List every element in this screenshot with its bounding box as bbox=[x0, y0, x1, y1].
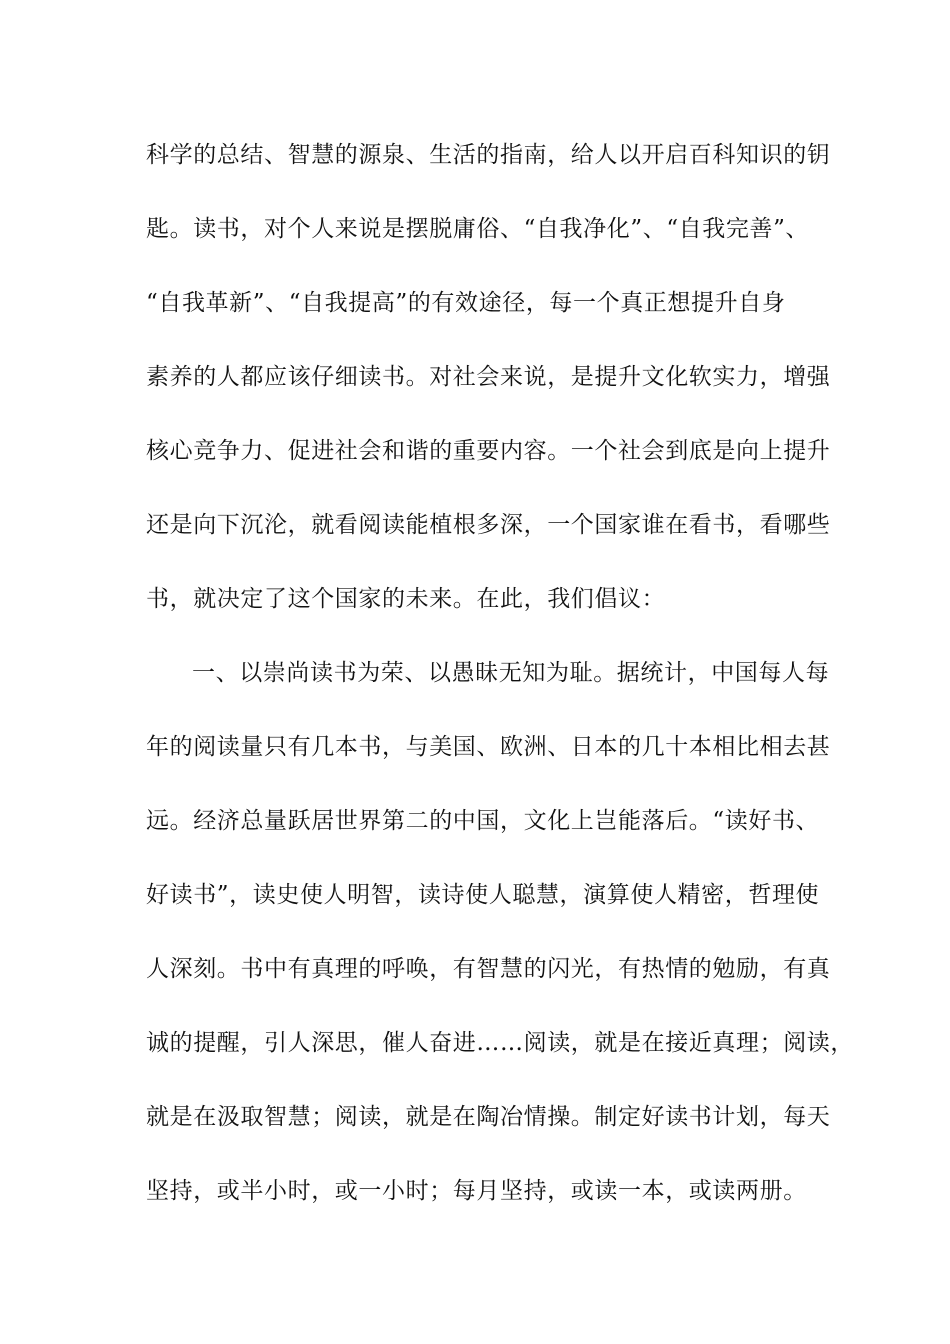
text-line: 坚持，或半小时，或一小时；每月坚持，或读一本，或读两册。 bbox=[146, 1178, 807, 1204]
text-line: 科学的总结、智慧的源泉、生活的指南，给人以开启百科知识的钥 bbox=[146, 142, 831, 168]
text-line: 匙。读书，对个人来说是摆脱庸俗、“自我净化”、“自我完善”、 bbox=[146, 216, 810, 242]
text-line: 诚的提醒，引人深思，催人奋进……阅读，就是在接近真理；阅读， bbox=[146, 1030, 854, 1056]
text-line: 书，就决定了这个国家的未来。在此，我们倡议： bbox=[146, 586, 666, 612]
text-line: 还是向下沉沦，就看阅读能植根多深，一个国家谁在看书，看哪些 bbox=[146, 512, 831, 538]
text-line: 年的阅读量只有几本书，与美国、欧洲、日本的几十本相比相去甚 bbox=[146, 734, 831, 760]
text-line: “自我革新”、“自我提高”的有效途径，每一个真正想提升自身 bbox=[146, 290, 786, 316]
text-line: 好读书”，读史使人明智，读诗使人聪慧，演算使人精密，哲理使 bbox=[146, 882, 820, 908]
paragraph-first-line: 一、以崇尚读书为荣、以愚昧无知为耻。据统计，中国每人每 bbox=[192, 660, 830, 686]
text-line: 远。经济总量跃居世界第二的中国，文化上岂能落后。“读好书、 bbox=[146, 808, 820, 834]
text-line: 素养的人都应该仔细读书。对社会来说，是提升文化软实力，增强 bbox=[146, 364, 831, 390]
text-line: 就是在汲取智慧；阅读，就是在陶冶情操。制定好读书计划，每天 bbox=[146, 1104, 831, 1130]
text-line: 核心竞争力、促进社会和谐的重要内容。一个社会到底是向上提升 bbox=[146, 438, 831, 464]
text-line: 人深刻。书中有真理的呼唤，有智慧的闪光，有热情的勉励，有真 bbox=[146, 956, 831, 982]
